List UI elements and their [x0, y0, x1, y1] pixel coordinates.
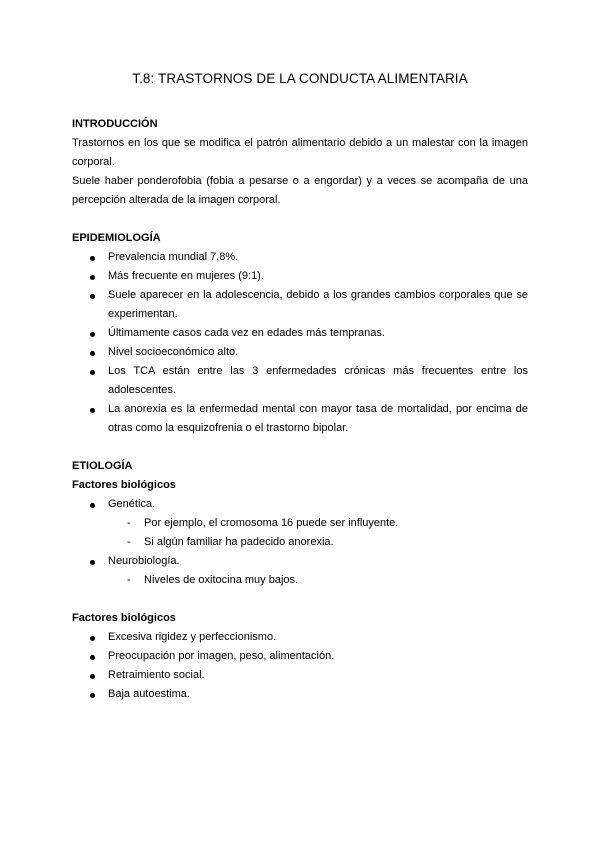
sublist-item [72, 571, 528, 590]
intro-paragraph-1: Trastornos en los que se modifica el patrón alimentario debido a un malestar con la imagen corporal. [72, 137, 528, 168]
list-item-text: La anorexia es la enfermedad mental con mayor tasa de mortalidad, por encima de otras como la esquizofrenia o el trastorno bipolar. [108, 403, 528, 434]
list-item-text: Genética. [108, 498, 156, 510]
list-item-text: Nivel socioeconómico alto. [108, 346, 239, 358]
list-item-text: Preocupación por imagen, peso, alimentación. [108, 650, 335, 662]
list-item [72, 324, 528, 343]
intro-heading: INTRODUCCIÓN [72, 118, 158, 130]
list-item [72, 248, 528, 267]
neurobiology-sublist [72, 571, 528, 590]
bullet-icon [90, 693, 95, 698]
bullet-icon [90, 655, 95, 660]
list-item-text: Excesiva rigidez y perfeccionismo. [108, 631, 277, 643]
list-item [72, 343, 528, 362]
psychological-factors-subheading: Factores biológicos [72, 612, 176, 624]
bullet-icon [90, 503, 95, 508]
list-item-text: Los TCA están entre las 3 enfermedades crónicas más frecuentes entre los adolescentes. [108, 365, 528, 396]
epidemiology-section [72, 229, 528, 438]
genetics-sublist [72, 514, 528, 552]
bullet-icon [90, 370, 95, 375]
list-item-text: Neurobiología. [108, 555, 180, 567]
bullet-icon [90, 294, 95, 299]
intro-section [72, 115, 528, 210]
bullet-icon [90, 275, 95, 280]
list-item-text: Prevalencia mundial 7,8%. [108, 251, 239, 263]
etiology-heading: ETIOLOGÍA [72, 460, 133, 472]
dash-icon: - [127, 517, 131, 529]
list-item [72, 647, 528, 666]
document-title: T.8: TRASTORNOS DE LA CONDUCTA ALIMENTARIA [132, 71, 468, 86]
list-item [72, 286, 528, 324]
biological-factors-subheading: Factores biológicos [72, 479, 176, 491]
sublist-item-text: Si algún familiar ha padecido anorexia. [144, 536, 334, 548]
document-page [72, 70, 528, 704]
intro-paragraph-2: Suele haber ponderofobia (fobia a pesarse o a engordar) y a veces se acompaña de una percepción alterada de la imagen corporal. [72, 175, 528, 206]
list-item [72, 267, 528, 286]
etiology-section [72, 457, 528, 704]
sublist-item [72, 533, 528, 552]
list-item [72, 495, 528, 514]
list-item [72, 628, 528, 647]
bullet-icon [90, 351, 95, 356]
epidemiology-heading: EPIDEMIOLOGÍA [72, 232, 161, 244]
list-item [72, 666, 528, 685]
bullet-icon [90, 560, 95, 565]
list-item-text: Suele aparecer en la adolescencia, debido a los grandes cambios corporales que se experimentan. [108, 289, 528, 320]
list-item-text: Baja autoestima. [108, 688, 190, 700]
list-item-text: Retraimiento social. [108, 669, 205, 681]
bullet-icon [90, 256, 95, 261]
list-item [72, 552, 528, 571]
list-item-text: Últimamente casos cada vez en edades más tempranas. [108, 327, 385, 339]
dash-icon: - [127, 536, 131, 548]
list-item [72, 685, 528, 704]
bullet-icon [90, 636, 95, 641]
list-item [72, 362, 528, 400]
bullet-icon [90, 332, 95, 337]
sublist-item-text: Niveles de oxitocina muy bajos. [144, 574, 299, 586]
dash-icon: - [127, 574, 131, 586]
sublist-item [72, 514, 528, 533]
list-item-text: Más frecuente en mujeres (9:1). [108, 270, 264, 282]
bullet-icon [90, 408, 95, 413]
epidemiology-list [72, 248, 528, 438]
sublist-item-text: Por ejemplo, el cromosoma 16 puede ser influyente. [144, 517, 399, 529]
bullet-icon [90, 674, 95, 679]
psychological-factors-list [72, 628, 528, 704]
biological-factors-list-continued [72, 552, 528, 571]
list-item [72, 400, 528, 438]
biological-factors-list [72, 495, 528, 514]
